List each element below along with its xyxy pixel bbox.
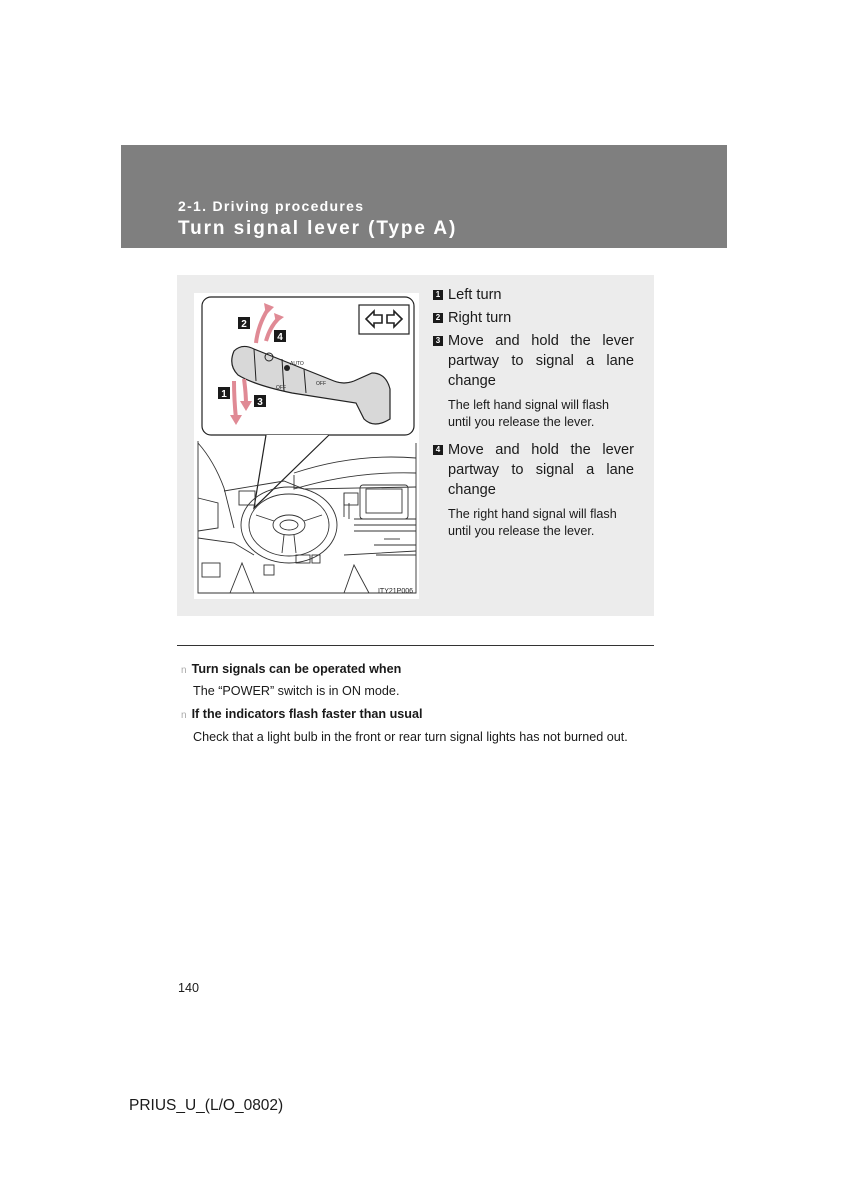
callout-3: [254, 395, 266, 408]
step-item: [433, 285, 634, 305]
bullet-marker: n: [181, 710, 187, 721]
note-heading-text: Turn signals can be operated when: [191, 662, 402, 676]
step-item: [433, 331, 634, 391]
page-title: Turn signal lever (Type A): [178, 218, 458, 239]
step-note: The right hand signal will flash until you release the lever.: [448, 507, 617, 538]
svg-text:4: 4: [277, 332, 283, 343]
document-footer: PRIUS_U_(L/O_0802): [129, 1097, 284, 1114]
note-body: Check that a light bulb in the front or rear turn signal lights has not burned out.: [193, 730, 628, 744]
svg-text:2: 2: [241, 319, 247, 330]
svg-text:OFF: OFF: [276, 385, 286, 391]
svg-text:1: 1: [221, 389, 227, 400]
svg-text:AUTO: AUTO: [290, 361, 304, 367]
step-number-badge: 3: [433, 336, 443, 346]
step-number-badge: 4: [433, 445, 443, 455]
step-text: Left turn: [448, 287, 502, 303]
step-list: [433, 285, 634, 549]
step-text: Move and hold the lever partway to signal a lane change: [448, 442, 634, 498]
page-number: 140: [178, 981, 200, 995]
step-note: The left hand signal will flash until you release the lever.: [448, 398, 610, 429]
step-text: Right turn: [448, 310, 512, 326]
callout-2: [238, 317, 250, 330]
illustration-panel: [177, 275, 654, 616]
step-item: [433, 308, 634, 328]
note-heading: [181, 707, 423, 721]
dashboard-drawing: [198, 441, 416, 593]
note-body: The “POWER” switch is in ON mode.: [193, 684, 400, 698]
turn-signal-illustration: [194, 293, 419, 599]
step-item: [433, 440, 634, 500]
callout-4: [274, 330, 286, 343]
note-heading-text: If the indicators flash faster than usual: [191, 707, 423, 721]
divider: [177, 645, 654, 646]
section-header-bar: [121, 145, 727, 248]
svg-text:3: 3: [257, 397, 263, 408]
step-text: Move and hold the lever partway to signal a lane change: [448, 333, 634, 389]
svg-text:OFF: OFF: [316, 381, 326, 387]
step-number-badge: 2: [433, 313, 443, 323]
figure-code: ITY21P006: [377, 588, 413, 595]
callout-1: [218, 387, 230, 400]
lever-diagram: [194, 293, 419, 599]
bullet-marker: n: [181, 665, 187, 676]
note-heading: [181, 662, 401, 676]
section-label: 2-1. Driving procedures: [178, 198, 365, 214]
step-number-badge: 1: [433, 290, 443, 300]
